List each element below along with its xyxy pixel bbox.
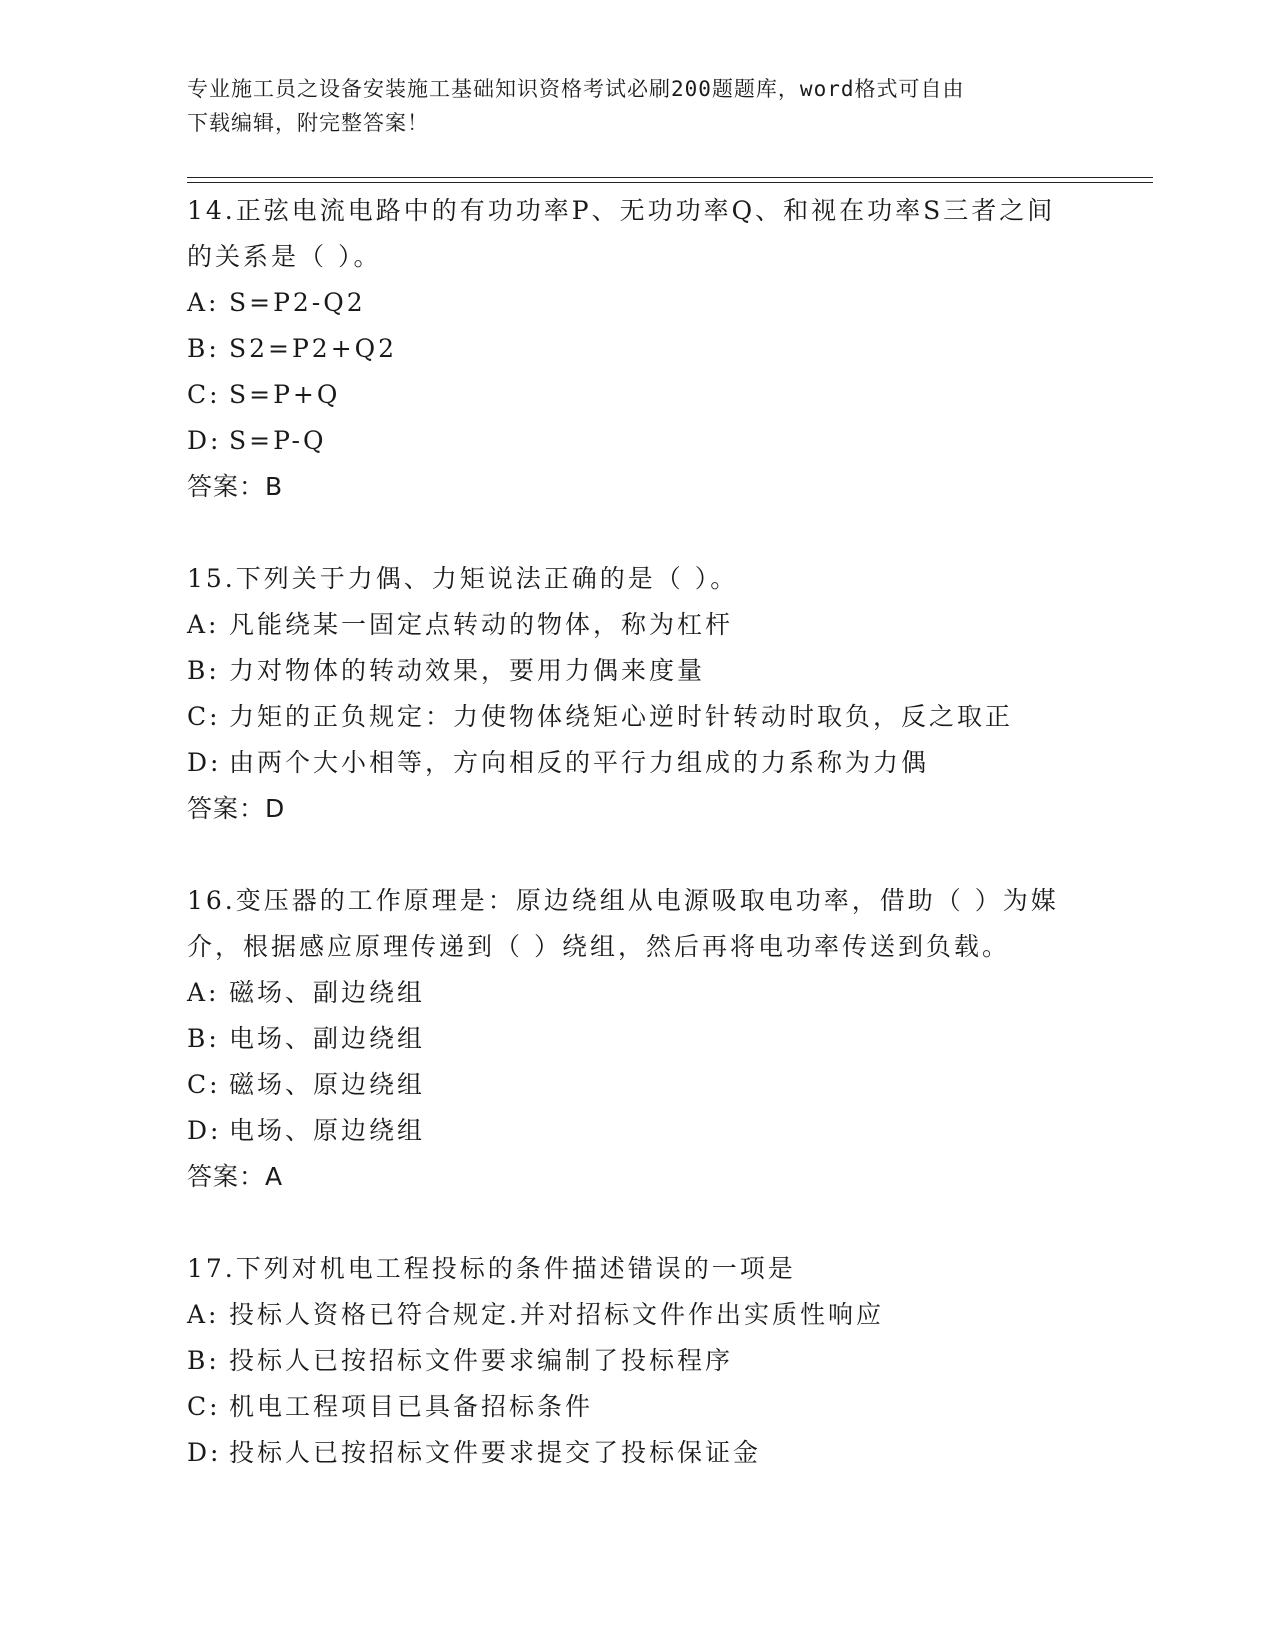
question-stem: 16.变压器的工作原理是：原边绕组从电源吸取电功率，借助（ ）为媒介，根据感应原理传递到（ ）绕组，然后再将电功率传送到负载。 (187, 886, 1059, 961)
option-c (187, 372, 1067, 418)
option-text: 力对物体的转动效果，要用力偶来度量 (229, 656, 706, 685)
option-text: 磁场、原边绕组 (229, 1070, 426, 1099)
option-d (187, 1430, 1067, 1476)
option-key: C: (187, 702, 221, 731)
answer-line: 答案：D (187, 794, 286, 823)
header-divider-bottom (187, 182, 1153, 183)
option-key: D: (187, 1438, 222, 1467)
option-text: 力矩的正负规定：力使物体绕矩心逆时针转动时取负，反之取正 (229, 702, 1014, 731)
option-text: S=P2-Q2 (229, 288, 366, 317)
option-key: A: (187, 1300, 220, 1329)
option-text: 投标人资格已符合规定.并对招标文件作出实质性响应 (229, 1300, 884, 1329)
option-b (187, 648, 1067, 694)
option-b (187, 1338, 1067, 1384)
option-text: 由两个大小相等，方向相反的平行力组成的力系称为力偶 (229, 748, 930, 777)
option-a (187, 1292, 1067, 1338)
document-header (187, 72, 1067, 140)
option-text: S2=P2+Q2 (229, 334, 398, 363)
option-key: C: (187, 1392, 221, 1421)
question-stem: 14.正弦电流电路中的有功功率P、无功功率Q、和视在功率S三者之间的关系是（ ）。 (187, 196, 1056, 271)
answer-line: 答案：A (187, 1162, 284, 1191)
option-d (187, 740, 1067, 786)
option-key: A: (187, 610, 220, 639)
option-b (187, 326, 1067, 372)
option-key: D: (187, 426, 222, 455)
option-a (187, 602, 1067, 648)
question-17 (187, 1246, 1067, 1476)
question-16 (187, 878, 1067, 1200)
option-text: S=P-Q (229, 426, 327, 455)
option-key: B: (187, 1024, 220, 1053)
option-key: B: (187, 656, 220, 685)
option-d (187, 1108, 1067, 1154)
option-text: S=P+Q (229, 380, 341, 409)
option-c (187, 694, 1067, 740)
question-stem: 17.下列对机电工程投标的条件描述错误的一项是 (187, 1254, 796, 1283)
option-text: 磁场、副边绕组 (229, 978, 426, 1007)
option-key: A: (187, 978, 220, 1007)
option-d (187, 418, 1067, 464)
option-b (187, 1016, 1067, 1062)
option-c (187, 1384, 1067, 1430)
header-line-1: 专业施工员之设备安装施工基础知识资格考试必刷200题题库，word格式可自由 (187, 77, 965, 101)
header-divider-top (187, 177, 1153, 178)
question-15 (187, 556, 1067, 832)
option-a (187, 970, 1067, 1016)
option-text: 凡能绕某一固定点转动的物体，称为杠杆 (229, 610, 734, 639)
option-text: 机电工程项目已具备招标条件 (229, 1392, 594, 1421)
header-line-2: 下载编辑，附完整答案！ (187, 111, 429, 135)
option-key: C: (187, 1070, 221, 1099)
option-text: 电场、副边绕组 (229, 1024, 426, 1053)
option-c (187, 1062, 1067, 1108)
answer-line: 答案：B (187, 472, 284, 501)
question-14 (187, 188, 1067, 510)
option-key: D: (187, 1116, 222, 1145)
option-key: D: (187, 748, 222, 777)
option-key: A: (187, 288, 220, 317)
question-stem: 15.下列关于力偶、力矩说法正确的是（ ）。 (187, 564, 739, 593)
question-list (187, 188, 1067, 1522)
option-a (187, 280, 1067, 326)
option-key: B: (187, 334, 220, 363)
option-text: 投标人已按招标文件要求编制了投标程序 (229, 1346, 734, 1375)
option-text: 投标人已按招标文件要求提交了投标保证金 (229, 1438, 762, 1467)
option-key: B: (187, 1346, 220, 1375)
option-key: C: (187, 380, 221, 409)
option-text: 电场、原边绕组 (229, 1116, 426, 1145)
